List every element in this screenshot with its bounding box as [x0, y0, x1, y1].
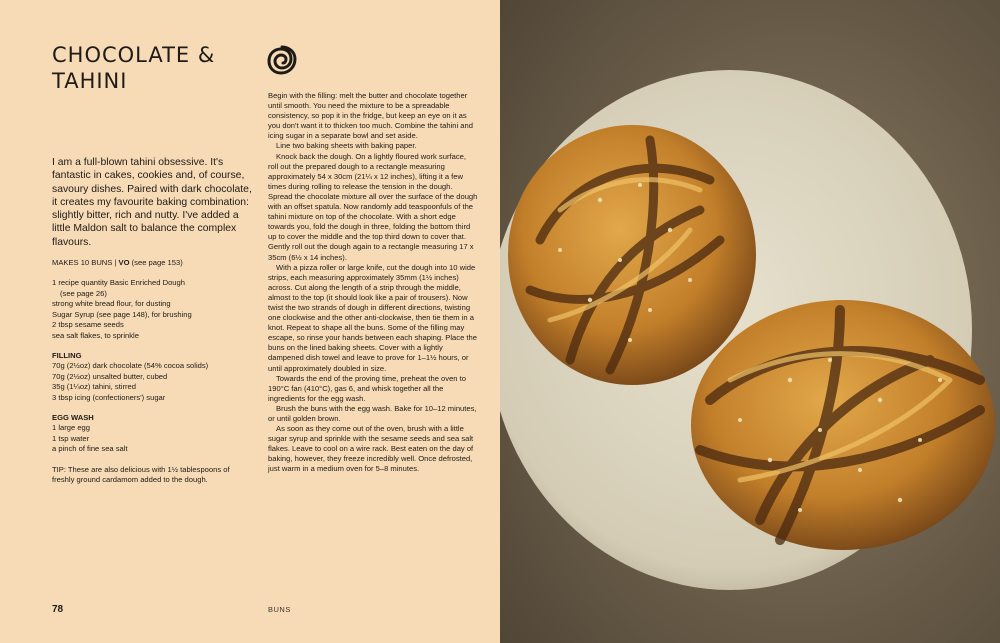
page-number: 78	[52, 604, 64, 615]
method-paragraph: As soon as they come out of the oven, brush with a little sugar syrup and sprinkle with the sesame seeds and sea salt flakes. Leave to cool on a wire rack. Best eaten on the day of baking, however, they freeze incredibly well. Once defrosted, just warm in a medium oven for 5–8 minutes.	[268, 424, 474, 474]
intro-paragraph: I am a full-blown tahini obsessive. It's fantastic in cakes, cookies and, of course, savoury dishes. Paired with dark chocolate, it creates my favourite baking combination: slightly bitter, rich and nutty. I've added a little Maldon salt to balance the complex flavours.	[52, 157, 252, 248]
method-paragraph: Knock back the dough. On a lightly floured work surface, roll out the prepared dough to a rectangle measuring approximately 54 x 30cm (21¼ x 12 inches), lifting it a few times during rolling to release the tension in the dough. Spread the chocolate mixture all over the surface of the dough with an offset spatula. Now randomly add teaspoonfuls of the tahini mixture on top of the chocolate. With a short edge towards you, fold the dough in three, folding the bottom third up to cover the middle and the top third down to cover that. Gently roll out the dough again to a rectangle measuring 17 x 35cm (6½ x 14 inches).	[268, 151, 478, 262]
ingredient-item: 2 tbsp sesame seeds	[52, 320, 124, 330]
ingredient-list	[52, 278, 252, 340]
method-paragraph: Line two baking sheets with baking paper.	[276, 141, 417, 151]
ingredient-item: 1 recipe quantity Basic Enriched Dough	[52, 278, 185, 288]
running-head: BUNS	[268, 605, 291, 614]
filling-list	[52, 361, 252, 403]
method-paragraph: Begin with the filling: melt the butter and chocolate together until smooth. You need the mixture to be a spreadable consistency, so pop it in the fridge, but keep an eye on it as you don't want it to thicken too much. Combine the tahini and icing sugar in a separate bowl and set aside.	[268, 91, 473, 141]
ingredient-item: sea salt flakes, to sprinkle	[52, 330, 139, 340]
filling-heading: FILLING	[52, 350, 82, 360]
title-line: CHOCOLATE &	[52, 43, 216, 67]
vo-badge: VO	[118, 258, 130, 268]
buns-photo	[500, 0, 1000, 643]
method-paragraph: Towards the end of the proving time, preheat the oven to 190°C fan (410°C), gas 6, and whisk together all the ingredients for the egg wash.	[268, 373, 466, 403]
bun-lower	[691, 300, 995, 550]
method-paragraph: Brush the buns with the egg wash. Bake for 10–12 minutes, or until golden brown.	[268, 403, 477, 423]
egg-wash-heading: EGG WASH	[52, 412, 94, 422]
ingredient-item: (see page 26)	[60, 288, 107, 298]
ingredient-item: 70g (2½oz) unsalted butter, cubed	[52, 371, 168, 381]
ingredient-item: 70g (2½oz) dark chocolate (54% cocoa solids)	[52, 361, 209, 371]
yield-ref: (see page 153)	[129, 258, 183, 268]
ingredient-item: 35g (1¼oz) tahini, stirred	[52, 382, 136, 392]
ingredient-item: a pinch of fine sea salt	[52, 444, 128, 454]
ingredient-item: 3 tbsp icing (confectioners') sugar	[52, 392, 166, 402]
ingredient-item: 1 large egg	[52, 423, 90, 433]
title-line: TAHINI	[52, 69, 128, 93]
yield-line	[52, 258, 252, 268]
buns-photo-illustration	[500, 0, 1000, 643]
recipe-title	[52, 42, 252, 94]
swirl-bun-icon	[266, 44, 298, 76]
ingredient-item: Sugar Syrup (see page 148), for brushing	[52, 309, 192, 319]
bun-upper	[508, 125, 756, 385]
method-column	[268, 91, 478, 475]
ingredient-item: 1 tsp water	[52, 433, 90, 443]
ingredients-column	[52, 156, 252, 485]
yield-text: MAKES 10 BUNS |	[52, 258, 119, 268]
tip-note: TIP: These are also delicious with 1½ tablespoons of freshly ground cardamom added to the dough.	[52, 464, 230, 484]
ingredient-item: strong white bread flour, for dusting	[52, 299, 171, 309]
method-paragraph: With a pizza roller or large knife, cut the dough into 10 wide strips, each measuring approximately 35mm (1½ inches) across. Cut along the length of a strip through the middle, almost to the top (it should look like a pair of trousers). Now twist the two strands of dough in different directions, twisting one clockwise and the other anti-clockwise, then tie them in a knot. Repeat to shape all the buns. Some of the filling may escape, so rinse your hands between each shaping. Place the buns on the lined baking sheets. Cover with a lightly dampened dish towel and leave to prove for 1–1½ hours, or until approximately doubled in size.	[268, 262, 477, 373]
egg-wash-list	[52, 423, 252, 454]
